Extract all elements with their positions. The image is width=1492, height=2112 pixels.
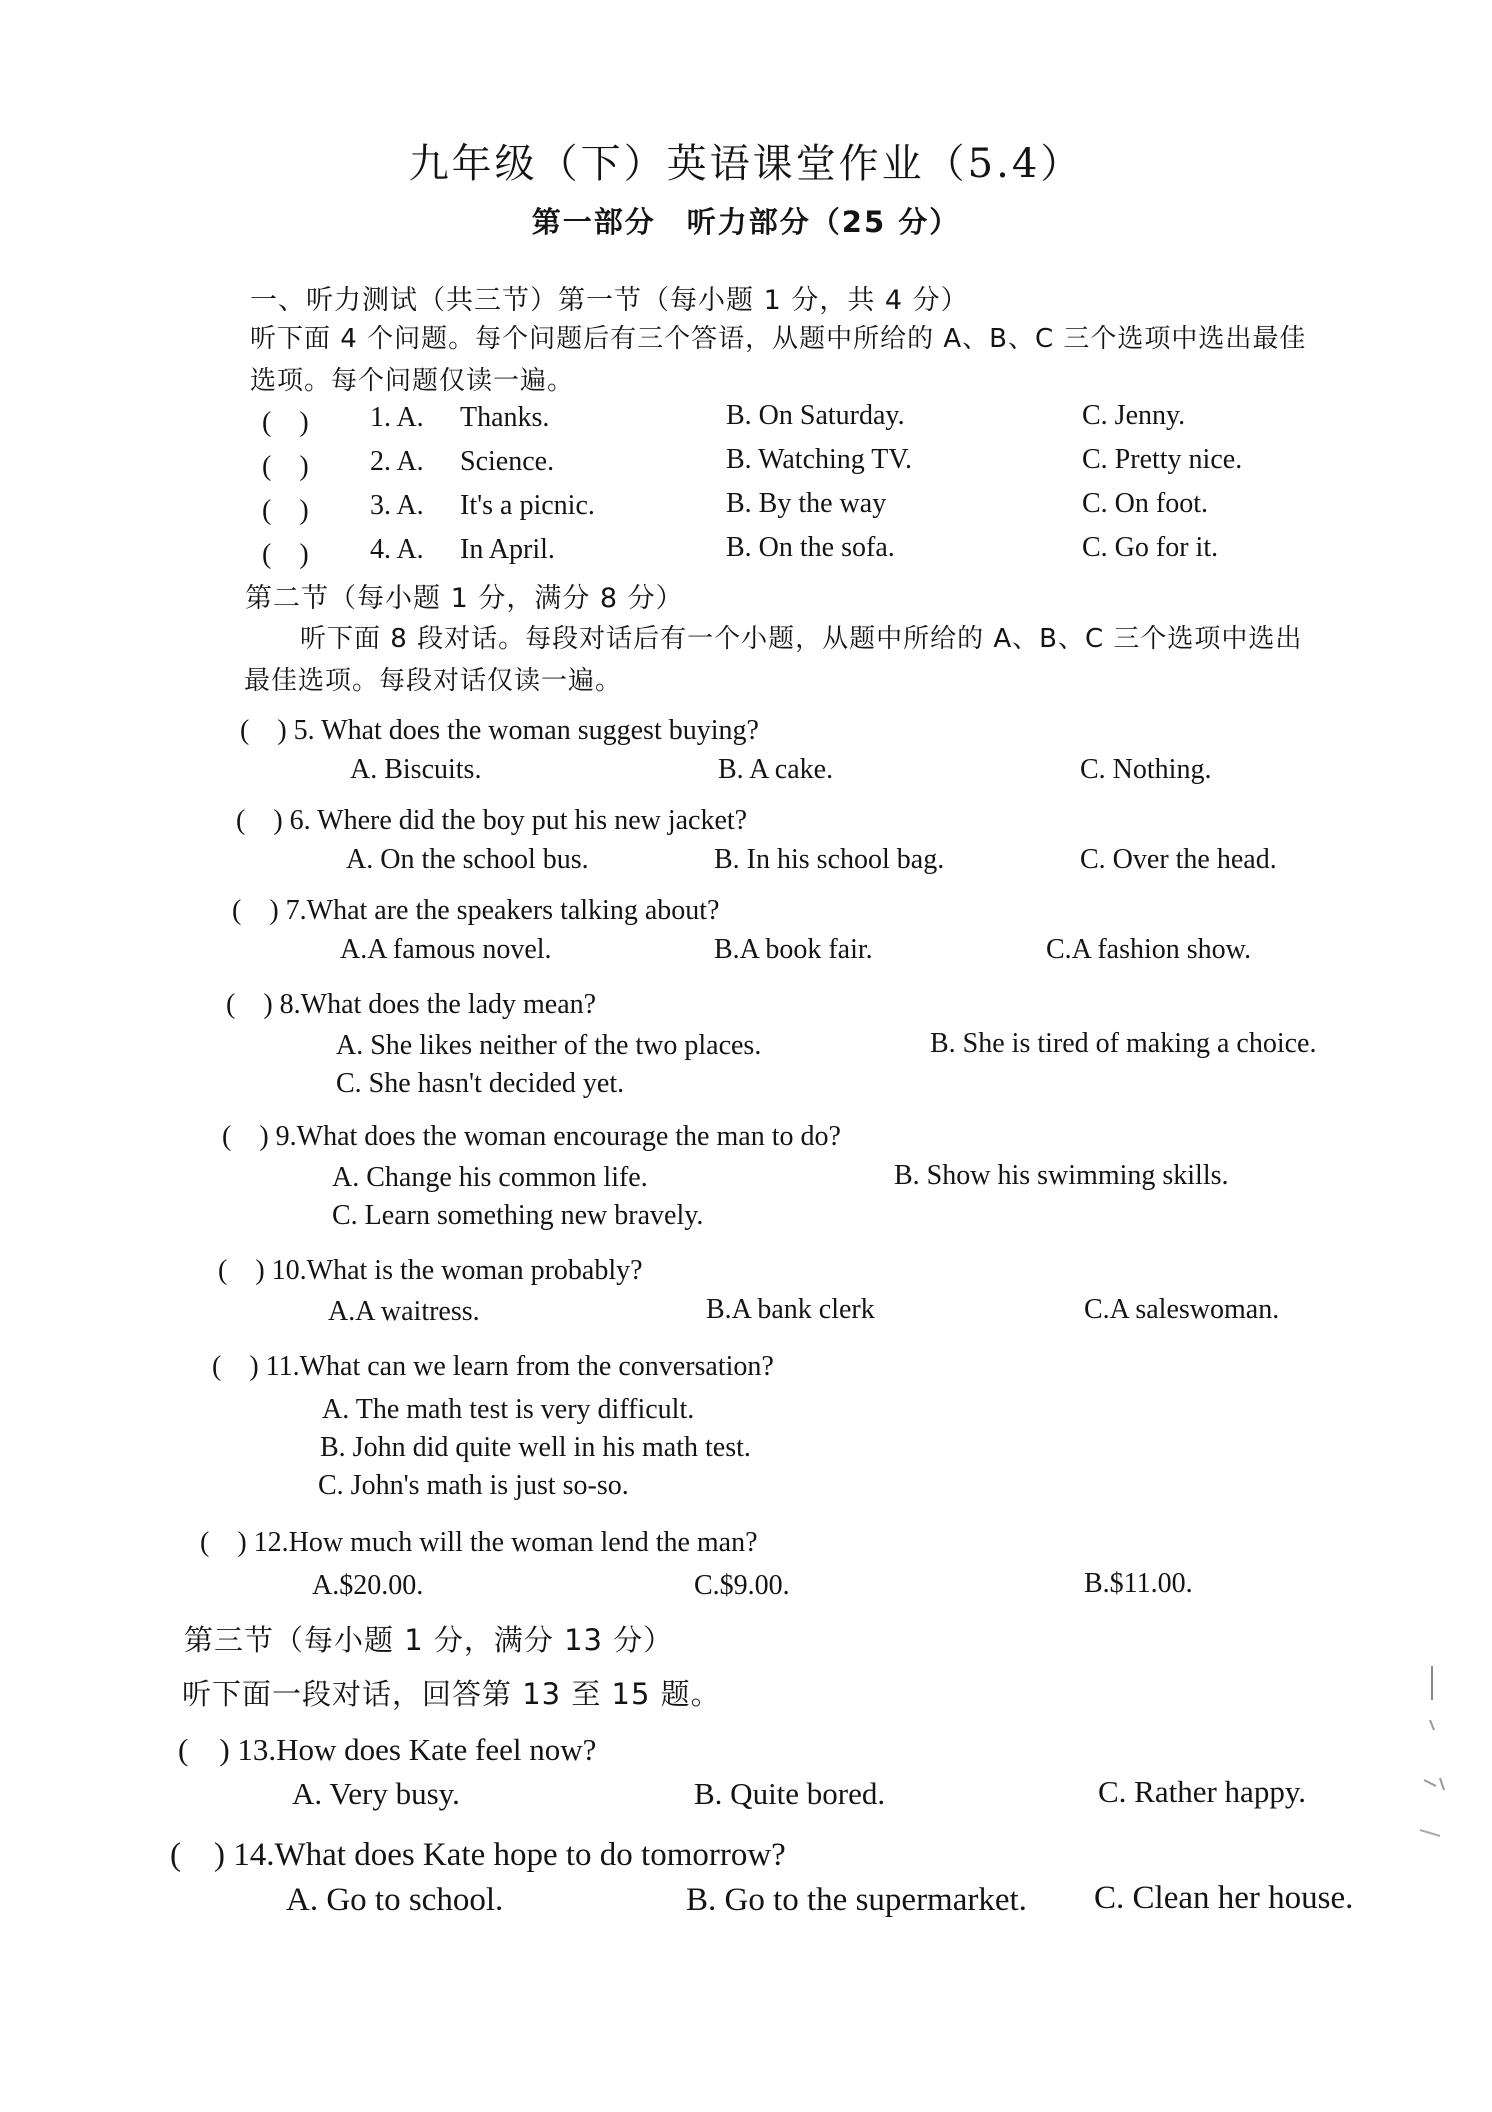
option-c: C. John's math is just so-so. xyxy=(318,1470,629,1501)
answer-blank[interactable]: ( ) xyxy=(262,495,309,526)
option-b: B. Watching TV. xyxy=(726,444,912,475)
section1-heading: 一、听力测试（共三节）第一节（每小题 1 分，共 4 分） xyxy=(250,285,969,316)
option-b: B. She is tired of making a choice. xyxy=(930,1028,1317,1059)
question-stem: ( ) 14.What does Kate hope to do tomorrow? xyxy=(170,1837,786,1873)
option-c: B.$11.00. xyxy=(1084,1568,1193,1599)
option-b: B.A bank clerk xyxy=(706,1294,875,1325)
option-a: A.$20.00. xyxy=(312,1570,424,1601)
option-a: A. She likes neither of the two places. xyxy=(336,1030,762,1061)
option-a: A. Go to school. xyxy=(286,1882,504,1918)
option-a: A.A famous novel. xyxy=(340,934,552,965)
part-heading: 第一部分 听力部分（25 分） xyxy=(531,205,961,239)
answer-blank[interactable]: ( ) xyxy=(262,451,309,482)
option-a: Thanks. xyxy=(460,402,550,433)
option-c: C. Pretty nice. xyxy=(1082,444,1243,475)
option-a: In April. xyxy=(460,534,555,565)
option-c: C. Clean her house. xyxy=(1094,1880,1354,1916)
option-a: A. The math test is very difficult. xyxy=(322,1394,695,1425)
option-c: C. On foot. xyxy=(1082,488,1208,519)
option-c: C.A saleswoman. xyxy=(1084,1294,1280,1325)
option-c: C. Nothing. xyxy=(1080,754,1212,785)
option-b: B. On the sofa. xyxy=(726,532,895,563)
option-c: C. Go for it. xyxy=(1082,532,1219,563)
option-a: A. On the school bus. xyxy=(346,844,589,875)
scan-margin-marks xyxy=(1410,1660,1470,1860)
section1-instruction-cont: 选项。每个问题仅读一遍。 xyxy=(250,366,575,396)
question-stem: ( ) 6. Where did the boy put his new jacket? xyxy=(236,805,748,836)
option-b: B. On Saturday. xyxy=(726,400,905,431)
option-b: C.$9.00. xyxy=(694,1570,790,1601)
option-c: C. Jenny. xyxy=(1082,400,1186,431)
question-number: 4. A. xyxy=(370,534,424,565)
option-b: B. In his school bag. xyxy=(714,844,945,875)
question-stem: ( ) 7.What are the speakers talking about? xyxy=(232,895,720,926)
option-c: C. Rather happy. xyxy=(1098,1774,1307,1809)
section2-instruction: 听下面 8 段对话。每段对话后有一个小题，从题中所给的 A、B、C 三个选项中选出 xyxy=(300,624,1303,654)
section3-instruction: 听下面一段对话，回答第 13 至 15 题。 xyxy=(182,1677,721,1711)
answer-blank[interactable]: ( ) xyxy=(262,539,309,570)
option-a: A. Change his common life. xyxy=(332,1162,648,1193)
option-c: C. Over the head. xyxy=(1080,844,1277,875)
option-a: A. Very busy. xyxy=(292,1776,460,1811)
option-a: Science. xyxy=(460,446,555,477)
question-stem: ( ) 12.How much will the woman lend the man? xyxy=(200,1527,758,1558)
question-stem: ( ) 5. What does the woman suggest buying? xyxy=(240,715,759,746)
page-title: 九年级（下）英语课堂作业（5.4） xyxy=(408,141,1084,187)
section1-instruction: 听下面 4 个问题。每个问题后有三个答语，从题中所给的 A、B、C 三个选项中选出最佳 xyxy=(250,324,1307,354)
question-stem: ( ) 13.How does Kate feel now? xyxy=(178,1732,597,1767)
option-c: C. She hasn't decided yet. xyxy=(336,1068,625,1099)
option-a: It's a picnic. xyxy=(460,490,595,521)
option-b: B. By the way xyxy=(726,488,887,519)
question-number: 3. A. xyxy=(370,490,424,521)
section2-heading: 第二节（每小题 1 分，满分 8 分） xyxy=(245,583,684,614)
option-b: B. Show his swimming skills. xyxy=(894,1160,1229,1191)
option-b: B. John did quite well in his math test. xyxy=(320,1432,751,1463)
option-a: A. Biscuits. xyxy=(350,754,482,785)
question-stem: ( ) 9.What does the woman encourage the man to do? xyxy=(222,1121,841,1152)
option-b: B. Quite bored. xyxy=(694,1776,886,1811)
question-number: 2. A. xyxy=(370,446,424,477)
option-a: A.A waitress. xyxy=(328,1296,480,1327)
section3-heading: 第三节（每小题 1 分，满分 13 分） xyxy=(184,1623,674,1657)
option-b: B. Go to the supermarket. xyxy=(686,1882,1027,1918)
question-stem: ( ) 8.What does the lady mean? xyxy=(226,989,597,1020)
option-c: C.A fashion show. xyxy=(1046,934,1252,965)
question-stem: ( ) 10.What is the woman probably? xyxy=(218,1255,643,1286)
option-b: B.A book fair. xyxy=(714,934,873,965)
section2-instruction-cont: 最佳选项。每段对话仅读一遍。 xyxy=(244,666,623,696)
question-number: 1. A. xyxy=(370,402,424,433)
option-c: C. Learn something new bravely. xyxy=(332,1200,704,1231)
answer-blank[interactable]: ( ) xyxy=(262,407,309,438)
question-stem: ( ) 11.What can we learn from the conversation? xyxy=(212,1351,774,1382)
option-b: B. A cake. xyxy=(718,754,834,785)
